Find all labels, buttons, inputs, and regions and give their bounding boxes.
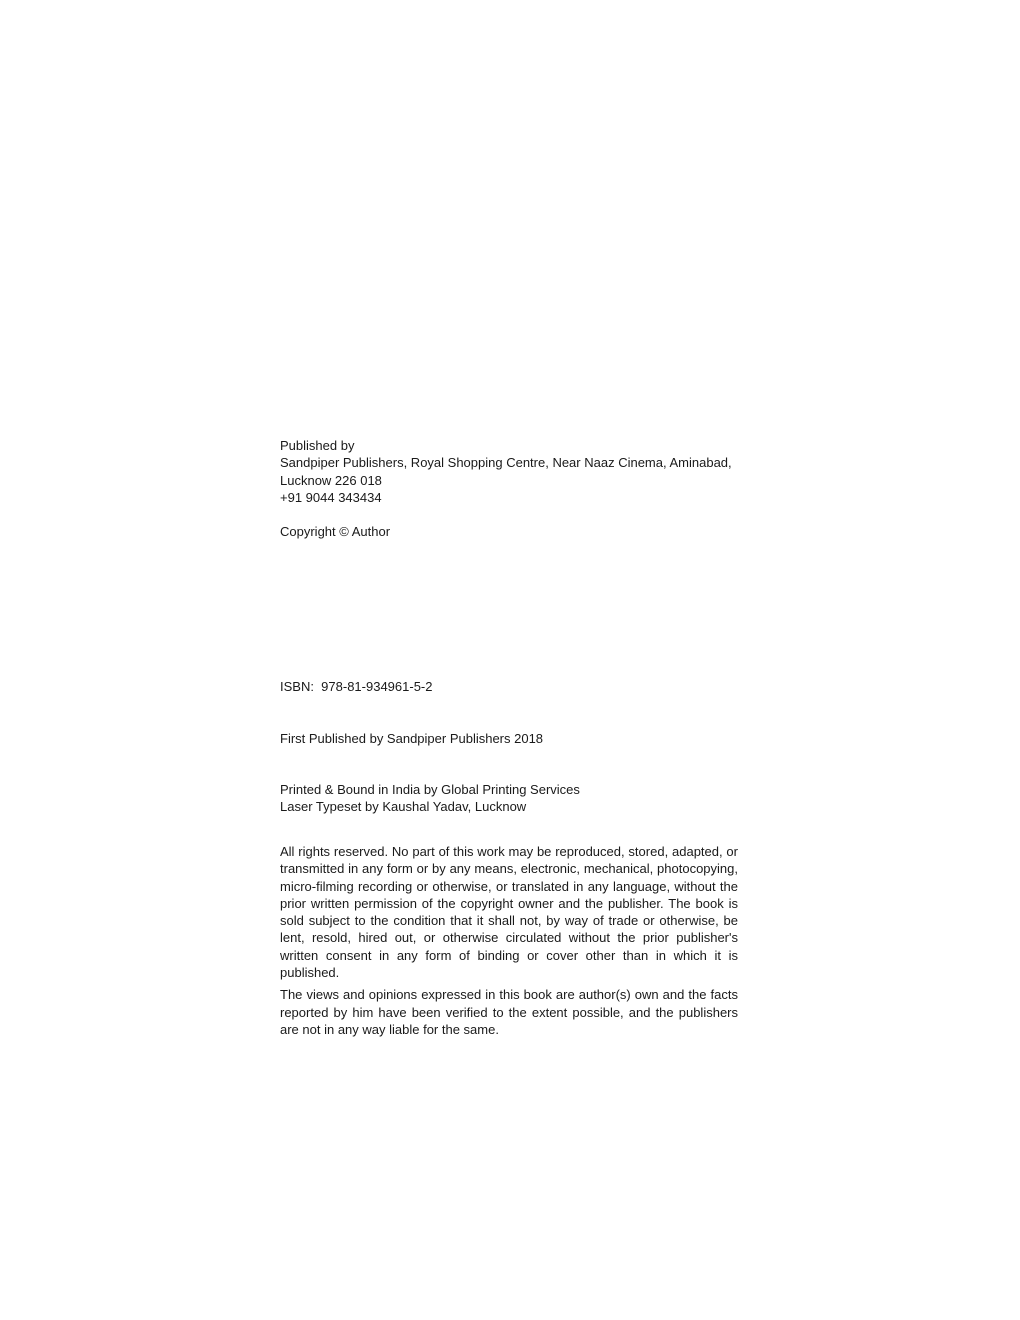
copyright-notice: Copyright © Author — [280, 524, 391, 539]
publisher-phone: +91 9044 343434 — [280, 489, 382, 505]
first-published-notice: First Published by Sandpiper Publishers 2018 — [280, 731, 544, 746]
copyright-info — [280, 523, 738, 540]
isbn-info — [280, 678, 738, 695]
publisher-address-line-2: Lucknow 226 018 — [280, 472, 382, 488]
printing-info — [280, 781, 738, 816]
typeset-by: Laser Typeset by Kaushal Yadav, Lucknow — [280, 799, 527, 815]
publisher-heading: Published by — [280, 438, 355, 453]
first-published-info — [280, 730, 738, 747]
disclaimer-notice: The views and opinions expressed in this book are author(s) own and the facts reported by him have been verified to the extent possible, and the publishers are not in any way liable for the same. — [280, 987, 738, 1037]
printed-by: Printed & Bound in India by Global Printing Services — [280, 782, 580, 797]
rights-reserved-notice: All rights reserved. No part of this work may be reproduced, stored, adapted, or transmitted in any form or by any means, electronic, mechanical, photocopying, micro-filming recording or otherwise, or translated in any language, without the prior written permission of the copyright owner and the publisher. The book is sold subject to the condition that it shall not, by way of trade or otherwise, be lent, resold, hired out, or otherwise circulated without the prior publisher's written consent in any form of binding or cover other than in which it is published. — [280, 844, 738, 981]
rights-info — [280, 843, 738, 1038]
isbn-number: ISBN: 978-81-934961-5-2 — [280, 679, 433, 694]
publisher-address-line-1: Sandpiper Publishers, Royal Shopping Centre, Near Naaz Cinema, Aminabad, — [280, 455, 732, 471]
publisher-info — [280, 437, 738, 506]
